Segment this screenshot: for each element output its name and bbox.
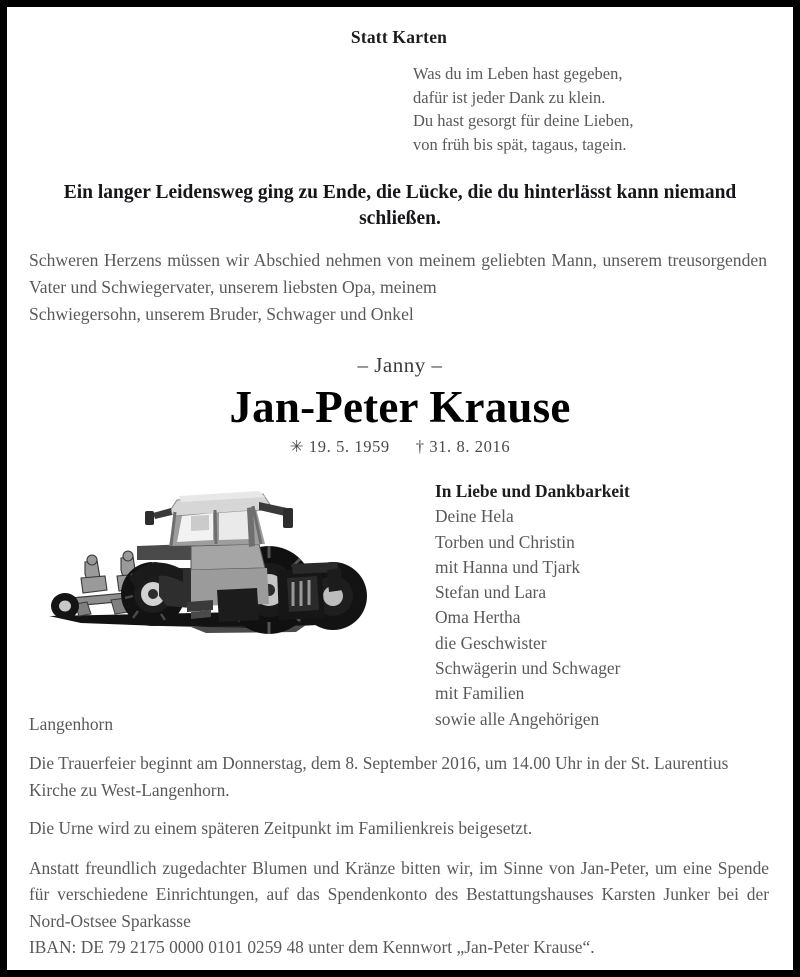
poem-line: Du hast gesorgt für deine Lieben, bbox=[413, 111, 634, 130]
poem-block bbox=[29, 62, 771, 156]
intro-paragraph bbox=[29, 247, 771, 328]
family-member: Oma Hertha bbox=[435, 607, 521, 628]
family-member: die Geschwister bbox=[435, 632, 547, 653]
birth-date: ✳ 19. 5. 1959 bbox=[289, 437, 390, 456]
family-block-title: In Liebe und Dankbarkeit bbox=[435, 481, 630, 501]
family-member: Torben und Christin bbox=[435, 531, 575, 552]
poem-line: von früh bis spät, tagaus, tagein. bbox=[413, 134, 627, 154]
funeral-service-paragraph bbox=[29, 750, 771, 803]
family-member: Stefan und Lara bbox=[435, 582, 547, 603]
death-date: † 31. 8. 2016 bbox=[415, 437, 511, 456]
deceased-name: Jan-Peter Krause bbox=[229, 382, 571, 432]
intro-text: Schweren Herzens müssen wir Abschied nehmen von meinem geliebten Mann, unserem treusorgenden Vater und Schwiegervater, unserem liebsten Opa, meinem bbox=[29, 250, 767, 297]
poem-line: Was du im Leben hast gegeben, bbox=[413, 64, 623, 83]
urn-paragraph: Die Urne wird zu einem späteren Zeitpunkt im Familienkreis beigesetzt. bbox=[29, 818, 533, 838]
nickname: – Janny – bbox=[357, 353, 443, 377]
family-member: Deine Hela bbox=[435, 506, 514, 527]
donation-iban-line: IBAN: DE 79 2175 0000 0101 0259 48 unter dem Kennwort „Jan-Peter Krause“. bbox=[29, 937, 595, 957]
headline-text: Ein langer Leidensweg ging zu Ende, die Lücke, die du hinterlässt kann niemand schließen. bbox=[63, 182, 737, 229]
place-name: Langenhorn bbox=[29, 714, 114, 734]
life-dates bbox=[29, 437, 771, 457]
poem-line: dafür ist jeder Dank zu klein. bbox=[413, 87, 606, 107]
intro-last-line: Schwiegersohn, unserem Bruder, Schwager und Onkel bbox=[29, 304, 414, 324]
family-member: mit Familien bbox=[435, 683, 525, 704]
statt-karten-heading: Statt Karten bbox=[350, 27, 448, 47]
family-member: Schwägerin und Schwager bbox=[435, 658, 621, 679]
donation-text: Anstatt freundlich zugedachter Blumen und Kränze bitten wir, im Sinne von Jan-Peter, um eine Spende für verschiedene Einrichtungen, auf das Spendenkonto des Bestattungshauses Karsten Junker bei der Nord-Ostsee Sparkasse bbox=[29, 857, 769, 931]
family-signature-block bbox=[435, 479, 630, 732]
donation-paragraph bbox=[29, 855, 771, 961]
family-member: mit Hanna und Tjark bbox=[435, 556, 581, 577]
family-member: sowie alle Angehörigen bbox=[435, 708, 600, 729]
funeral-service-text: Die Trauerfeier beginnt am Donnerstag, dem 8. September 2016, um 14.00 Uhr in bbox=[29, 753, 600, 773]
tractor-illustration bbox=[41, 486, 371, 661]
funeral-service-last-line: der St. Laurentius Kirche zu West-Langenhorn. bbox=[29, 753, 729, 800]
